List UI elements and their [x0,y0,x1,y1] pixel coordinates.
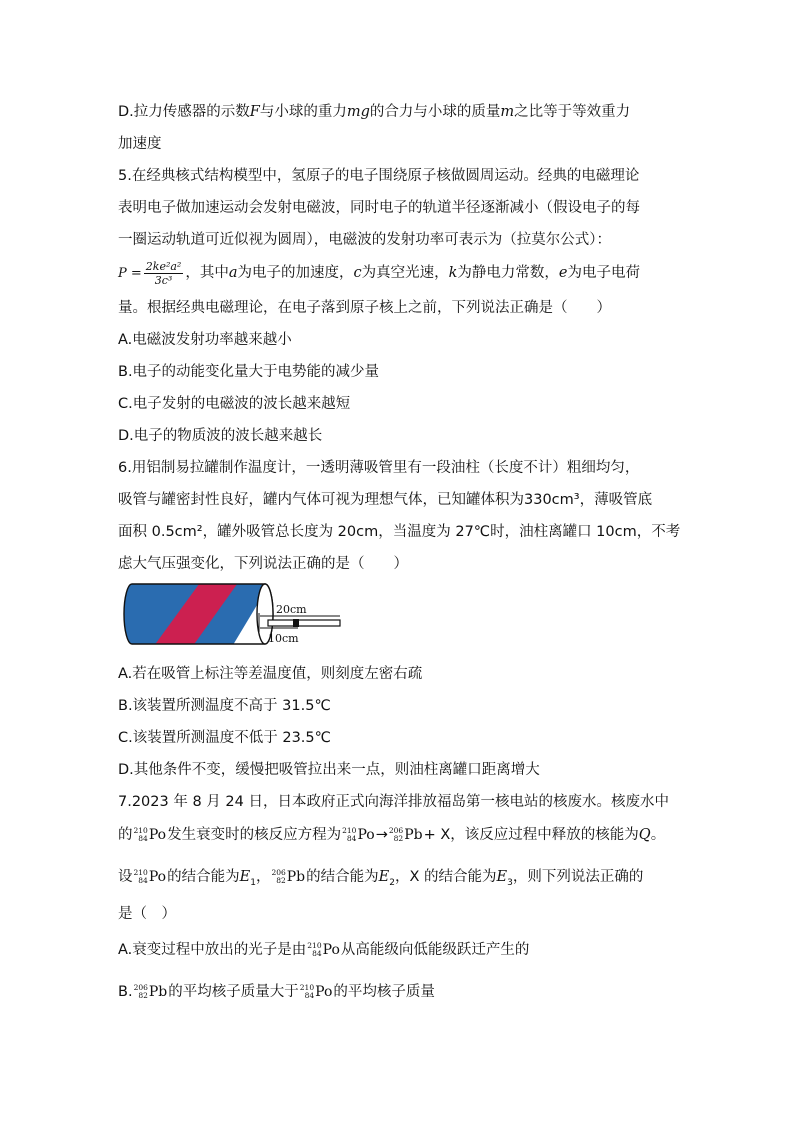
q7-text: A.衰变过程中放出的光子是由 [118,942,307,958]
q6-option-d: D.其他条件不变，缓慢把吸管拉出来一点，则油柱离罐口距离增大 [118,762,540,778]
q7-text: ，则下列说法正确的 [512,869,644,885]
q6-option-c: C.该装置所测温度不低于 23.5℃ [118,730,331,746]
q5-text: 为真空光速， [361,265,449,281]
q7-option-b [118,980,435,1004]
mass-number: 210 [133,868,148,877]
element-symbol: Pb [286,869,306,885]
q6-option-a: A.若在吸管上标注等差温度值，则刻度左密右疏 [118,666,423,682]
var-m: m [500,104,515,120]
oil-column [293,619,299,627]
var-Q: Q [638,827,651,843]
q6-option-b: B.该装置所测温度不高于 31.5℃ [118,698,331,714]
q5-stem-line4 [118,258,640,289]
nuclide-pb206 [271,864,305,890]
q5-option-b: B.电子的动能变化量大于电势能的减少量 [118,364,380,380]
can-thermometer-figure [118,580,348,652]
q7-option-a [118,938,529,962]
q7-stem-line1: 7.2023 年 8 月 24 日，日本政府正式向海洋排放福岛第一核电站的核废水。核废水中 [118,794,669,810]
var-k: k [448,265,458,281]
var-a: a [228,265,238,281]
q5-text: 为电子电荷 [567,265,641,281]
atomic-number: 84 [138,876,148,885]
q6-stem-line1: 6.用铝制易拉罐制作温度计，一透明薄吸管里有一段油柱（长度不计）粗细均匀， [118,460,640,476]
mass-number: 210 [307,941,322,950]
formula-denominator: 3c³ [154,273,173,287]
element-symbol: Po [148,827,167,843]
reaction-plus-x: + X [423,827,451,843]
q7-stem-line2 [118,822,665,848]
q6-stem-line4: 虑大气压强变化，下列说法正确的是（ ） [118,556,408,572]
larmor-formula-fraction [144,260,184,287]
mass-number: 206 [388,826,404,835]
mass-number: 210 [133,826,148,835]
atomic-number: 84 [312,949,322,958]
q5-text: 为电子的加速度， [237,265,354,281]
element-symbol: Po [148,869,167,885]
q5-stem-line2: 表明电子做加速运动会发射电磁波，同时电子的轨道半径逐渐减小（假设电子的每 [118,200,640,216]
var-c: c [353,265,362,281]
var-F: F [249,104,260,120]
atomic-number: 82 [393,834,404,843]
element-symbol: Pb [404,827,423,843]
q7-text: ，X 的结合能为 [394,869,497,885]
mass-number: 206 [271,868,286,877]
q6-stem-line3: 面积 0.5cm²，罐外吸管总长度为 20cm，当温度为 27℃时，油柱离罐口 10cm，不考 [118,524,681,540]
atomic-number: 84 [304,991,315,1000]
q5-stem-line5: 量。根据经典电磁理论，在电子落到原子核上之前，下列说法正确是（ ） [118,300,611,316]
q4-optd-text-1: D.拉力传感器的示数 [118,104,250,120]
q4-optd-text-2: 与小球的重力 [259,104,347,120]
larmor-formula-lhs: P = [118,266,142,281]
element-symbol: Pb [148,984,168,1000]
formula-numerator: 2ke²a² [145,259,182,273]
var-E3: E [496,869,508,885]
q5-option-d: D.电子的物质波的波长越来越长 [118,428,323,444]
mass-number: 210 [299,983,315,992]
q7-text: 的结合能为 [306,869,379,885]
q5-option-c: C.电子发射的电磁波的波长越来越短 [118,396,351,412]
subscript: 3 [507,877,513,888]
can-body [118,580,278,650]
q7-text: 发生衰变时的核反应方程为 [167,827,342,843]
q7-stem-line4: 是（ ） [118,906,176,922]
element-symbol: Po [315,984,333,1000]
atomic-number: 84 [138,834,148,843]
atomic-number: 82 [276,876,286,885]
q5-stem-line1: 5.在经典核式结构模型中，氢原子的电子围绕原子核做圆周运动。经典的电磁理论 [118,168,640,184]
q7-text: 设 [118,869,133,885]
element-symbol: Po [322,942,340,958]
nuclide-pb206 [134,980,168,1004]
var-E2: E [378,869,390,885]
q7-text: 的结合能为 [167,869,240,885]
atomic-number: 82 [138,991,148,1000]
q7-text: 的 [118,827,133,843]
var-e: e [558,265,568,281]
label-20cm: 20cm [276,603,307,616]
nuclide-po210 [134,864,167,890]
subscript: 1 [250,877,256,888]
var-E1: E [239,869,251,885]
q7-text: 的平均核子质量 [333,984,435,1000]
q5-text: ，其中 [185,265,229,281]
mass-number: 210 [342,826,357,835]
subscript: 2 [389,877,395,888]
q7-text: 的平均核子质量大于 [168,984,299,1000]
q5-stem-line3: 一圈运动轨道可近似视为圆周），电磁波的发射功率可表示为（拉莫尔公式）： [118,232,611,248]
q7-stem-line3 [118,864,643,896]
q4-option-d-line2: 加速度 [118,136,162,152]
q7-text: ， [255,869,271,885]
element-symbol: Po [357,827,375,843]
nuclide-po210 [342,822,375,848]
mass-number: 206 [133,983,148,992]
label-10cm: 10cm [268,632,299,645]
q4-optd-text-3: 的合力与小球的质量 [369,104,501,120]
q7-text: ，该反应过程中释放的核能为 [450,827,639,843]
reaction-arrow: → [375,827,388,843]
q7-text: 。 [650,827,666,843]
atomic-number: 84 [346,834,357,843]
nuclide-po210 [300,980,333,1004]
straw [268,620,340,626]
var-mg: mg [346,104,370,120]
q5-option-a: A.电磁波发射功率越来越小 [118,332,292,348]
nuclide-po210 [307,938,340,962]
q7-text: 从高能级向低能级跃迁产生的 [340,942,530,958]
q7-text: B. [118,984,133,1000]
nuclide-pb206 [389,822,423,848]
q6-stem-line2: 吸管与罐密封性良好，罐内气体可视为理想气体，已知罐体积为330cm³，薄吸管底 [118,492,653,508]
q4-optd-text-4: 之比等于等效重力 [514,104,631,120]
q5-text: 为静电力常数， [457,265,559,281]
nuclide-po210 [134,822,167,848]
q4-option-d [118,102,630,122]
